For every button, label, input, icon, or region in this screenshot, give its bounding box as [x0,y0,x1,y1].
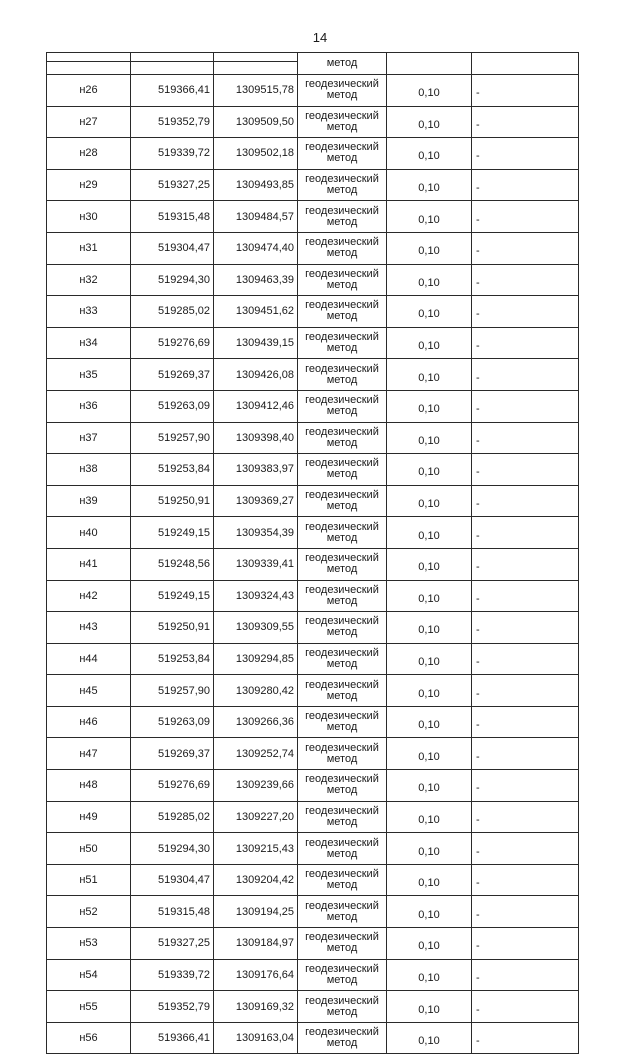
accuracy-cell: 0,10 [387,580,472,612]
x-coordinate-cell: 519250,91 [131,485,214,517]
note-cell: - [472,422,579,454]
x-coordinate-cell: 519263,09 [131,390,214,422]
point-name-cell: н41 [47,548,131,580]
x-coordinate-cell: 519327,25 [131,928,214,960]
point-name-cell: н29 [47,169,131,201]
method-line-2: метод [326,120,358,133]
x-coordinate-cell: 519304,47 [131,864,214,896]
x-coordinate-cell: 519339,72 [131,959,214,991]
y-coordinate-cell: 1309252,74 [214,738,298,770]
method-cell [298,833,387,865]
method-line-1: геодезический [305,552,379,565]
point-name-cell: н33 [47,296,131,328]
accuracy-cell: 0,10 [387,991,472,1023]
accuracy-cell: 0,10 [387,1022,472,1054]
accuracy-cell: 0,10 [387,643,472,675]
y-coordinate-cell: 1309502,18 [214,138,298,170]
y-coordinate-cell: 1309227,20 [214,801,298,833]
point-name-cell: н52 [47,896,131,928]
accuracy-cell: 0,10 [387,390,472,422]
note-cell: - [472,359,579,391]
method-line-2: метод [326,152,358,165]
method-line-1: геодезический [305,868,379,881]
note-cell: - [472,675,579,707]
method-cell [298,517,387,549]
y-coordinate-cell: 1309215,43 [214,833,298,865]
table-row [47,643,579,675]
x-coordinate-cell: 519352,79 [131,991,214,1023]
method-cell [298,201,387,233]
method-cell [298,485,387,517]
method-line-2: метод [326,784,358,797]
y-coordinate-cell: 1309412,46 [214,390,298,422]
accuracy-cell: 0,10 [387,106,472,138]
table-row [47,138,579,170]
method-continuation-text: метод [326,57,358,69]
method-line-1: геодезический [305,78,379,91]
coordinates-table [46,52,579,1054]
method-line-2: метод [326,1005,358,1018]
method-cell [298,1022,387,1054]
accuracy-cell: 0,10 [387,201,472,233]
point-name-cell: н34 [47,327,131,359]
table-row [47,738,579,770]
method-line-2: метод [326,89,358,102]
x-coordinate-cell: 519294,30 [131,833,214,865]
x-coordinate-cell: 519276,69 [131,770,214,802]
method-line-2: метод [326,721,358,734]
note-cell: - [472,801,579,833]
y-coordinate-cell: 1309169,32 [214,991,298,1023]
y-coordinate-cell: 1309398,40 [214,422,298,454]
note-cell: - [472,833,579,865]
point-name-cell: н45 [47,675,131,707]
y-coordinate-cell: 1309339,41 [214,548,298,580]
method-line-2: метод [326,342,358,355]
method-line-1: геодезический [305,520,379,533]
method-line-2: метод [326,594,358,607]
note-cell: - [472,296,579,328]
y-coordinate-cell: 1309194,25 [214,896,298,928]
accuracy-cell: 0,10 [387,548,472,580]
note-cell: - [472,738,579,770]
method-line-1: геодезический [305,678,379,691]
table-row [47,359,579,391]
empty-cell [214,53,298,62]
method-line-2: метод [326,310,358,323]
method-cell [298,169,387,201]
method-line-1: геодезический [305,773,379,786]
y-coordinate-cell: 1309309,55 [214,612,298,644]
accuracy-cell: 0,10 [387,138,472,170]
x-coordinate-cell: 519366,41 [131,75,214,107]
note-cell: - [472,454,579,486]
x-coordinate-cell: 519327,25 [131,169,214,201]
method-cell [298,548,387,580]
accuracy-cell: 0,10 [387,485,472,517]
y-coordinate-cell: 1309426,08 [214,359,298,391]
y-coordinate-cell: 1309204,42 [214,864,298,896]
accuracy-cell: 0,10 [387,612,472,644]
method-cell [298,770,387,802]
method-line-2: метод [326,847,358,860]
method-line-1: геодезический [305,994,379,1007]
method-line-2: метод [326,689,358,702]
method-line-2: метод [326,436,358,449]
method-cell [298,706,387,738]
accuracy-cell: 0,10 [387,738,472,770]
point-name-cell: н43 [47,612,131,644]
accuracy-cell: 0,10 [387,75,472,107]
method-line-1: геодезический [305,299,379,312]
note-cell: - [472,327,579,359]
point-name-cell: н47 [47,738,131,770]
method-line-1: геодезический [305,962,379,975]
accuracy-cell: 0,10 [387,801,472,833]
method-line-1: геодезический [305,741,379,754]
method-cell [298,864,387,896]
point-name-cell: н42 [47,580,131,612]
accuracy-cell: 0,10 [387,896,472,928]
table-row [47,517,579,549]
point-name-cell: н32 [47,264,131,296]
x-coordinate-cell: 519257,90 [131,422,214,454]
point-name-cell: н50 [47,833,131,865]
method-line-2: метод [326,405,358,418]
accuracy-cell: 0,10 [387,359,472,391]
x-coordinate-cell: 519285,02 [131,296,214,328]
x-coordinate-cell: 519263,09 [131,706,214,738]
method-cell [298,138,387,170]
method-cell [298,991,387,1023]
method-line-2: метод [326,942,358,955]
method-line-2: метод [326,1037,358,1050]
method-line-1: геодезический [305,836,379,849]
y-coordinate-cell: 1309324,43 [214,580,298,612]
note-cell: - [472,232,579,264]
table-row [47,991,579,1023]
y-coordinate-cell: 1309439,15 [214,327,298,359]
method-line-1: геодезический [305,394,379,407]
accuracy-cell: 0,10 [387,422,472,454]
point-name-cell: н26 [47,75,131,107]
note-cell: - [472,706,579,738]
table-row [47,296,579,328]
method-cell [298,232,387,264]
table-row [47,264,579,296]
point-name-cell: н37 [47,422,131,454]
accuracy-cell: 0,10 [387,327,472,359]
table-row [47,201,579,233]
point-name-cell: н36 [47,390,131,422]
method-line-1: геодезический [305,109,379,122]
note-cell: - [472,390,579,422]
method-cell [298,296,387,328]
table-row [47,548,579,580]
method-line-1: геодезический [305,204,379,217]
note-cell: - [472,169,579,201]
note-cell: - [472,928,579,960]
point-name-cell: н40 [47,517,131,549]
note-cell: - [472,643,579,675]
method-line-2: метод [326,531,358,544]
point-name-cell: н31 [47,232,131,264]
empty-cell [131,53,214,62]
method-line-2: метод [326,215,358,228]
table-row [47,928,579,960]
page-number: 14 [312,30,328,45]
method-line-1: геодезический [305,267,379,280]
table-row [47,580,579,612]
point-name-cell: н28 [47,138,131,170]
point-name-cell: н39 [47,485,131,517]
method-line-1: геодезический [305,173,379,186]
method-line-2: метод [326,500,358,513]
method-cell [298,928,387,960]
method-line-1: геодезический [305,489,379,502]
x-coordinate-cell: 519285,02 [131,801,214,833]
point-name-cell: н54 [47,959,131,991]
note-cell: - [472,517,579,549]
empty-cell [387,53,472,75]
method-cell [298,738,387,770]
table-row [47,422,579,454]
table-row [47,390,579,422]
y-coordinate-cell: 1309451,62 [214,296,298,328]
method-line-2: метод [326,247,358,260]
note-cell: - [472,138,579,170]
note-cell: - [472,959,579,991]
y-coordinate-cell: 1309266,36 [214,706,298,738]
y-coordinate-cell: 1309239,66 [214,770,298,802]
method-line-1: геодезический [305,362,379,375]
table-row [47,169,579,201]
method-line-2: метод [326,752,358,765]
table-row [47,833,579,865]
x-coordinate-cell: 519304,47 [131,232,214,264]
x-coordinate-cell: 519315,48 [131,896,214,928]
method-cell [298,422,387,454]
y-coordinate-cell: 1309493,85 [214,169,298,201]
method-cell [298,612,387,644]
table-row [47,485,579,517]
table-row [47,75,579,107]
method-line-1: геодезический [305,425,379,438]
empty-cell [131,62,214,75]
x-coordinate-cell: 519250,91 [131,612,214,644]
x-coordinate-cell: 519315,48 [131,201,214,233]
note-cell: - [472,201,579,233]
accuracy-cell: 0,10 [387,864,472,896]
method-cell [298,75,387,107]
note-cell: - [472,864,579,896]
method-cell [298,896,387,928]
x-coordinate-cell: 519276,69 [131,327,214,359]
method-cell [298,454,387,486]
x-coordinate-cell: 519269,37 [131,359,214,391]
x-coordinate-cell: 519339,72 [131,138,214,170]
method-line-1: геодезический [305,899,379,912]
method-cell [298,264,387,296]
accuracy-cell: 0,10 [387,517,472,549]
table-top-row [47,53,579,62]
note-cell: - [472,548,579,580]
y-coordinate-cell: 1309509,50 [214,106,298,138]
x-coordinate-cell: 519253,84 [131,643,214,675]
table-body [47,53,579,1054]
y-coordinate-cell: 1309484,57 [214,201,298,233]
point-name-cell: н27 [47,106,131,138]
method-line-2: метод [326,910,358,923]
point-name-cell: н35 [47,359,131,391]
accuracy-cell: 0,10 [387,928,472,960]
x-coordinate-cell: 519269,37 [131,738,214,770]
method-line-1: геодезический [305,331,379,344]
accuracy-cell: 0,10 [387,959,472,991]
x-coordinate-cell: 519257,90 [131,675,214,707]
method-line-1: геодезический [305,1026,379,1039]
method-line-2: метод [326,373,358,386]
method-cell [298,106,387,138]
y-coordinate-cell: 1309294,85 [214,643,298,675]
x-coordinate-cell: 519352,79 [131,106,214,138]
y-coordinate-cell: 1309474,40 [214,232,298,264]
note-cell: - [472,106,579,138]
method-cell [298,801,387,833]
x-coordinate-cell: 519294,30 [131,264,214,296]
y-coordinate-cell: 1309184,97 [214,928,298,960]
method-line-2: метод [326,815,358,828]
table-row [47,612,579,644]
point-name-cell: н53 [47,928,131,960]
table-row [47,896,579,928]
accuracy-cell: 0,10 [387,675,472,707]
y-coordinate-cell: 1309515,78 [214,75,298,107]
method-line-1: геодезический [305,710,379,723]
y-coordinate-cell: 1309176,64 [214,959,298,991]
method-line-2: метод [326,184,358,197]
accuracy-cell: 0,10 [387,454,472,486]
y-coordinate-cell: 1309383,97 [214,454,298,486]
method-line-1: геодезический [305,804,379,817]
method-cell [298,643,387,675]
method-line-2: метод [326,563,358,576]
accuracy-cell: 0,10 [387,296,472,328]
point-name-cell: н48 [47,770,131,802]
point-name-cell: н49 [47,801,131,833]
method-cell [298,327,387,359]
accuracy-cell: 0,10 [387,169,472,201]
point-name-cell: н44 [47,643,131,675]
table-row [47,1022,579,1054]
method-line-1: геодезический [305,236,379,249]
method-cell [298,675,387,707]
table-row [47,327,579,359]
table-row [47,232,579,264]
table-row [47,801,579,833]
method-cell [298,580,387,612]
note-cell: - [472,896,579,928]
y-coordinate-cell: 1309369,27 [214,485,298,517]
point-name-cell: н46 [47,706,131,738]
accuracy-cell: 0,10 [387,833,472,865]
note-cell: - [472,1022,579,1054]
point-name-cell: н30 [47,201,131,233]
note-cell: - [472,770,579,802]
point-name-cell: н51 [47,864,131,896]
y-coordinate-cell: 1309463,39 [214,264,298,296]
note-cell: - [472,580,579,612]
method-line-1: геодезический [305,615,379,628]
y-coordinate-cell: 1309280,42 [214,675,298,707]
empty-cell [472,53,579,75]
method-line-2: метод [326,468,358,481]
x-coordinate-cell: 519366,41 [131,1022,214,1054]
table-row [47,454,579,486]
x-coordinate-cell: 519249,15 [131,517,214,549]
accuracy-cell: 0,10 [387,706,472,738]
y-coordinate-cell: 1309354,39 [214,517,298,549]
method-line-2: метод [326,626,358,639]
table-row [47,959,579,991]
method-line-2: метод [326,657,358,670]
table-row [47,706,579,738]
accuracy-cell: 0,10 [387,232,472,264]
accuracy-cell: 0,10 [387,264,472,296]
method-cell [298,359,387,391]
empty-cell [214,62,298,75]
empty-cell [47,53,131,62]
point-name-cell: н56 [47,1022,131,1054]
point-name-cell: н55 [47,991,131,1023]
method-line-1: геодезический [305,931,379,944]
method-line-1: геодезический [305,583,379,596]
method-line-2: метод [326,278,358,291]
method-line-1: геодезический [305,646,379,659]
table-row [47,675,579,707]
method-continuation-cell [298,53,387,75]
method-line-2: метод [326,879,358,892]
empty-cell [47,62,131,75]
note-cell: - [472,75,579,107]
method-cell [298,390,387,422]
method-line-2: метод [326,973,358,986]
method-line-1: геодезический [305,141,379,154]
table-row [47,864,579,896]
table-row [47,770,579,802]
x-coordinate-cell: 519249,15 [131,580,214,612]
x-coordinate-cell: 519248,56 [131,548,214,580]
y-coordinate-cell: 1309163,04 [214,1022,298,1054]
table-row [47,106,579,138]
method-cell [298,959,387,991]
note-cell: - [472,264,579,296]
x-coordinate-cell: 519253,84 [131,454,214,486]
note-cell: - [472,612,579,644]
note-cell: - [472,991,579,1023]
accuracy-cell: 0,10 [387,770,472,802]
method-line-1: геодезический [305,457,379,470]
note-cell: - [472,485,579,517]
point-name-cell: н38 [47,454,131,486]
